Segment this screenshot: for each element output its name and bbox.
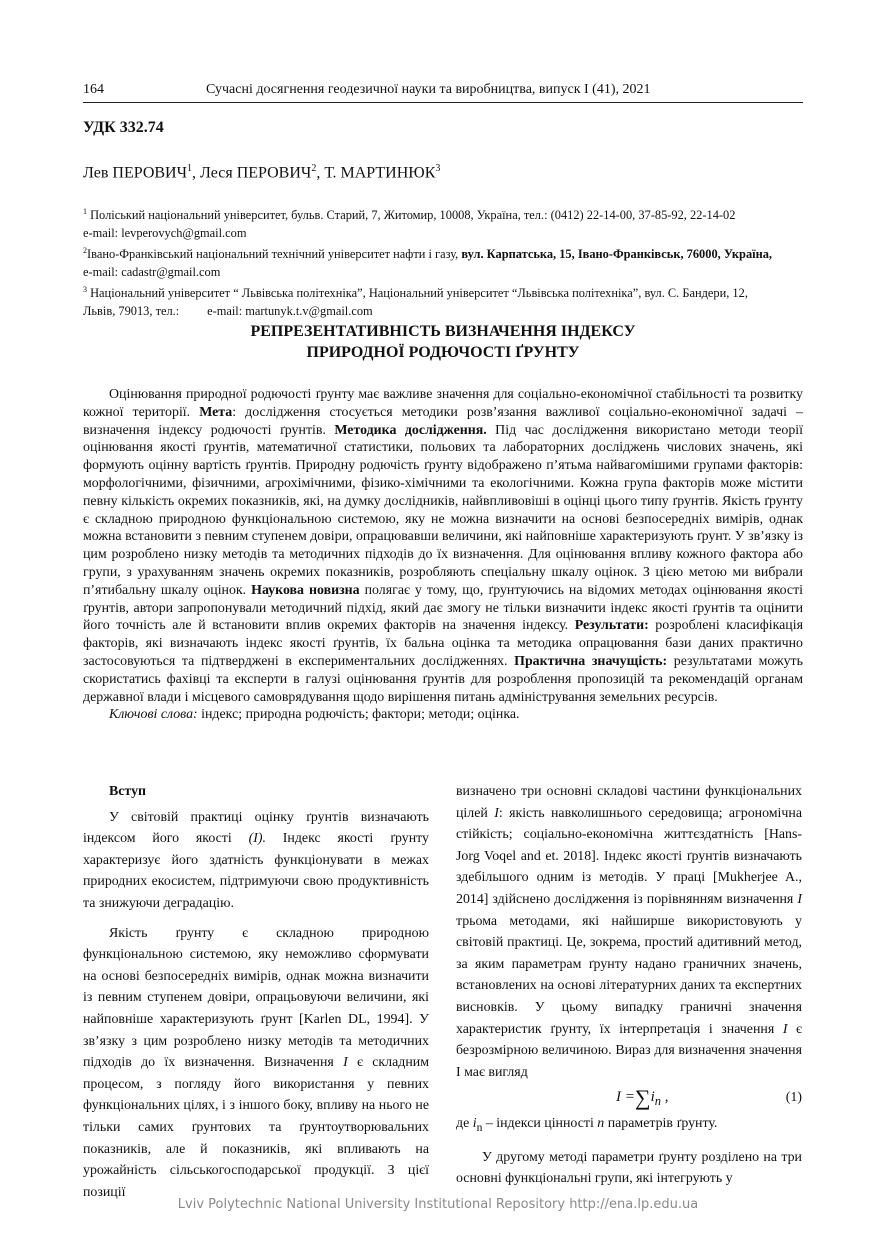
text-run: У світовій практиці оцінку ґрунтів визначають індексом його якості xyxy=(83,809,429,847)
text-run: параметрів ґрунту. xyxy=(604,1116,718,1132)
affil-text: Івано-Франківський національний технічний університет нафти і газу, xyxy=(87,247,459,262)
inline-variable: I xyxy=(782,1021,788,1037)
author-name: Т. МАРТИНЮК xyxy=(324,164,436,182)
body-column-right xyxy=(456,781,802,1190)
paragraph xyxy=(456,781,802,1083)
inline-variable: I xyxy=(343,1055,348,1071)
abstract-label-novelty: Наукова новизна xyxy=(251,582,360,598)
paragraph: У другому методі параметри ґрунту розділено на три основні функціональні групи, які інтегрують у xyxy=(456,1149,802,1187)
affil-email: e-mail: levperovych@gmail.com xyxy=(83,226,247,241)
paper-title xyxy=(83,321,803,363)
affiliations xyxy=(83,203,803,320)
affil-marker: 1 xyxy=(83,207,87,216)
author-affil-marker: 3 xyxy=(435,163,441,174)
text-run: є складним процесом, з погляду його використання у певних функціональних цілях, і з іншого боку, впливу на нього не тільки самих ґрунтових та ґрунтоутворювальних показників, але й показників, які впливають на урожайність сільськогосподарської продукції. З цієї позиції xyxy=(83,1055,429,1200)
paragraph xyxy=(83,807,429,915)
text-run: визначено три основні складові частини функціональних цілей xyxy=(456,784,802,821)
abstract-label-method: Методика дослідження. xyxy=(334,422,487,438)
equation-punct: , xyxy=(660,1089,669,1106)
affil-address: Львів, 79013, тел.: xyxy=(83,304,180,319)
affiliation-2 xyxy=(83,242,803,281)
abstract-practical: результатами можуть скористатись фахівці та експерти в галузі оцінювання ґрунтів для розроблення пропозицій та рекомендацій органам державної влади і місцевого самоврядування щодо вирішення питань адміністрування земельних ресурсів. xyxy=(83,653,803,705)
paragraph xyxy=(83,923,429,1204)
abstract-label-aim: Мета xyxy=(199,404,233,420)
text-run: Якість ґрунту є складною природною функціональною системою, яку неможливо сформувати на основі безпосередніх вимірів, однак можна визначити із певним ступенем довіри, опрацьовуючи величини, які найповніше характеризують ґрунт [Karlen DL, 1994]. У зв’язку з цим розроблено низку методів та методичних підходів до їх визначення. Визначення xyxy=(83,925,429,1071)
affil-text: Національний університет “ Львівська політехніка”, Національний університет “Львівська політехніка”, вул. С. Бандери, 12, xyxy=(90,286,748,301)
inline-variable: n xyxy=(593,1116,605,1132)
paragraph xyxy=(456,1113,802,1138)
abstract-novelty: полягає у тому, що, ґрунтуючись на відомих методах оцінювання якості ґрунтів, автори запропонували методичний підхід, який дає змогу не тільки визначити індекс якості ґрунтів та оцінити його точність але й встановити вплив окремих факторів на значення індексу. xyxy=(83,582,803,634)
journal-title: Сучасні досягнення геодезичної науки та виробництва, випуск I (41), 2021 xyxy=(206,82,651,97)
abstract-body xyxy=(83,386,803,706)
abstract xyxy=(83,386,803,724)
title-line: РЕПРЕЗЕНТАТИВНІСТЬ ВИЗНАЧЕННЯ ІНДЕКСУ xyxy=(250,323,636,340)
affil-email: e-mail: martunyk.t.v@gmail.com xyxy=(207,304,373,319)
section-heading: Вступ xyxy=(109,784,147,799)
equation-subscript: n xyxy=(654,1094,661,1109)
author-list: Лев ПЕРОВИЧ$^1$, Леся ПЕРОВИЧ$^2$, Т. МАРТИНЮК$^3$ xyxy=(83,163,441,182)
page-number: 164 xyxy=(83,82,104,97)
inline-variable: i xyxy=(472,1116,477,1132)
inline-variable: I xyxy=(797,891,802,907)
affil-marker: 3 xyxy=(83,285,87,295)
affiliation-1 xyxy=(83,203,803,242)
affil-text: Поліський національний університет, бульв. Старий, 7, Житомир, 10008, Україна, тел.: (0412) 22-14-00, 37-85-92, 22-14-02 xyxy=(90,208,736,223)
keywords-list: індекс; природна родючість; фактори; методи; оцінка. xyxy=(197,707,520,723)
equation-lhs: I = xyxy=(616,1089,635,1106)
author-name: Леся ПЕРОВИЧ xyxy=(200,164,312,182)
affil-address: вул. Карпатська, 15, Івано-Франківськ, 76000, Україна, xyxy=(461,247,773,262)
equation-term: i xyxy=(650,1089,655,1106)
text-run: де xyxy=(456,1116,473,1132)
repository-footer: Lviv Polytechnic National University Institutional Repository http://ena.lp.edu.ua xyxy=(177,1197,699,1212)
abstract-label-results: Результати: xyxy=(574,618,649,634)
abstract-aim: : дослідження стосується методики розв’язання важливої соціально-економічної задачі – визначення індексу родючості ґрунтів. xyxy=(83,404,803,438)
abstract-intro: Оцінювання природної родючості ґрунту має важливе значення для соціально-економічної стабільності та розвитку кожної території. xyxy=(83,387,803,420)
author-affil-marker: 2 xyxy=(311,163,317,174)
text-run: : якість навколишнього середовища; агрономічна стійкість; соціально-економічна життєздатність [Hans-Jorg Voqel and et. 2018]. Індекс якості ґрунтів визначають здебільшого одним із методів. У праці [Mukherjee A., 2014] здійснено дослідження із порівнянням визначення xyxy=(456,805,803,907)
abstract-label-practical: Практична значущість: xyxy=(514,653,668,669)
equation-number: (1) xyxy=(785,1090,802,1106)
udk-code: УДК 332.74 xyxy=(83,119,164,136)
inline-variable: (I). xyxy=(248,831,266,847)
body-column-left xyxy=(83,781,429,1203)
abstract-method: Під час дослідження використано методи теорії оцінювання якості ґрунтів, математичної статистики, польових та лабораторних досліджень числових значень, які формують оцінну вартість ґрунтів. Природну родючість ґрунту відображено п’ятьма найвагомішими групами факторів: морфологічними, фізичними, агрохімічними, фізико-хімічними та екологічними. Кожна група факторів може містити певну кількість окремих показників, які, на думку дослідників, найвпливовіші в оцінці цього типу ґрунтів. Якість ґрунту є складною природною функціональною системою, яку не можна визначити на основі безпосередніх вимірів, однак можна встановити з певним ступенем довіри, опрацювавши величини, які найповніше характеризують ґрунт. У зв’язку із цим розроблено низку методів та методичних підходів до їх визначення. Для оцінювання впливу кожного фактора або групи, з урахуванням значень окремих показників, розробляють спеціальну шкалу оцінок. З цією метою ми вибрали п’ятибальну шкалу оцінок. xyxy=(83,422,803,598)
affil-marker: 2 xyxy=(83,246,87,256)
sum-symbol: ∑ xyxy=(634,1085,651,1111)
inline-variable: I xyxy=(494,805,499,821)
equation-1 xyxy=(456,1083,802,1113)
text-run: є безрозмірною величиною. Вираз для визначення значення I має вигляд xyxy=(456,1021,803,1080)
affiliation-3 xyxy=(83,281,803,320)
header-divider xyxy=(83,102,803,103)
text-run: – індекси цінності xyxy=(482,1116,594,1132)
keywords xyxy=(83,706,803,724)
inline-subscript: n xyxy=(476,1121,483,1135)
affil-email: e-mail: cadastr@gmail.com xyxy=(83,265,221,280)
text-run: трьома методами, які найширше використовують у світовій практиці. Це, зокрема, простий адитивний метод, за яким параметрам ґрунту надано граничних значень, встановлених на основі літературних даних та експертних висновків. У цьому випадку граничні значення характеристик ґрунту, їх інтерпретація і значення xyxy=(456,913,802,1037)
abstract-results: розроблені класифікація факторів, які визначають індекс якості ґрунтів, їх бальна оцінка та методика опрацювання бази даних практично застосовуються та підтверджені в експериментальних дослідженнях. xyxy=(83,618,803,669)
equation-body xyxy=(616,1087,668,1113)
author-affil-marker: 1 xyxy=(187,163,192,174)
title-line: ПРИРОДНОЇ РОДЮЧОСТІ ҐРУНТУ xyxy=(306,344,580,361)
author-name: Лев ПЕРОВИЧ xyxy=(83,164,187,182)
keywords-label: Ключові слова: xyxy=(109,707,198,723)
text-run: Індекс якості ґрунту характеризує його здатність функціонувати в межах природних екосистем, підтримуючи свою продуктивність та знижуючи деградацію. xyxy=(83,831,429,911)
